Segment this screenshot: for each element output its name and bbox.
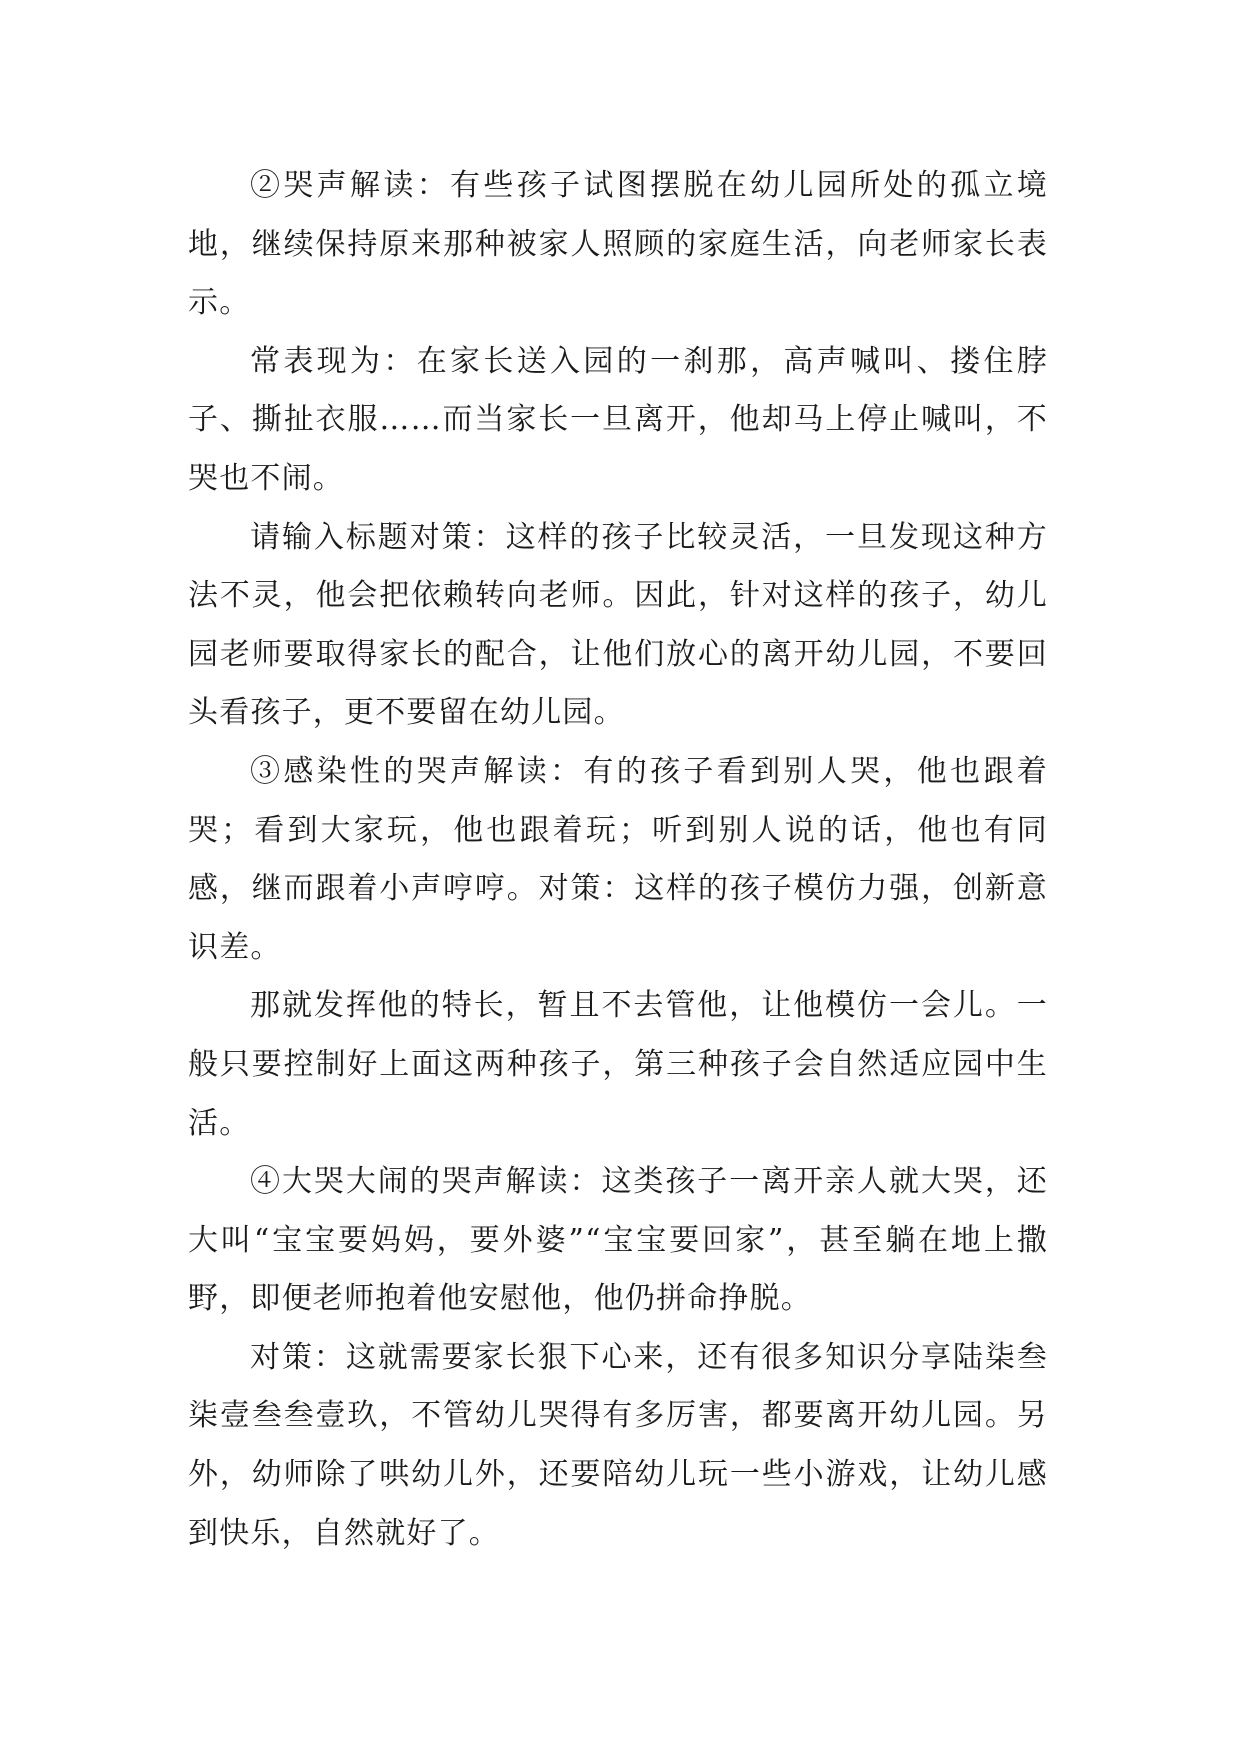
paragraph-imitation-advice: 那就发挥他的特长，暂且不去管他，让他模仿一会儿。一般只要控制好上面这两种孩子，第三种孩子会自然适应园中生活。 (188, 988, 1048, 1141)
paragraph-crying-interpretation-4: ④大哭大闹的哭声解读：这类孩子一离开亲人就大哭，还大叫“宝宝要妈妈，要外婆”“宝宝要回家”，甚至躺在地上撒野，即便老师抱着他安慰他，他仍拼命挣脱。 (188, 1164, 1048, 1317)
document-body (188, 157, 1048, 1563)
paragraph-common-behavior: 常表现为：在家长送入园的一刹那，高声喊叫、搂住脖子、撕扯衣服……而当家长一旦离开，他却马上停止喊叫，不哭也不闹。 (188, 343, 1048, 496)
paragraph-countermeasure-2: 对策：这就需要家长狠下心来，还有很多知识分享陆柒叁柒壹叁叁壹玖，不管幼儿哭得有多厉害，都要离开幼儿园。另外，幼师除了哄幼儿外，还要陪幼儿玩一些小游戏，让幼儿感到快乐，自然就好了。 (188, 1339, 1048, 1551)
paragraph-crying-interpretation-2: ②哭声解读：有些孩子试图摆脱在幼儿园所处的孤立境地，继续保持原来那种被家人照顾的家庭生活，向老师家长表示。 (188, 168, 1048, 321)
paragraph-crying-interpretation-3: ③感染性的哭声解读：有的孩子看到别人哭，他也跟着哭；看到大家玩，他也跟着玩；听到别人说的话，他也有同感，继而跟着小声哼哼。对策：这样的孩子模仿力强，创新意识差。 (188, 753, 1048, 965)
paragraph-countermeasure-1: 请输入标题对策：这样的孩子比较灵活，一旦发现这种方法不灵，他会把依赖转向老师。因此，针对这样的孩子，幼儿园老师要取得家长的配合，让他们放心的离开幼儿园，不要回头看孩子，更不要留在幼儿园。 (188, 519, 1048, 731)
